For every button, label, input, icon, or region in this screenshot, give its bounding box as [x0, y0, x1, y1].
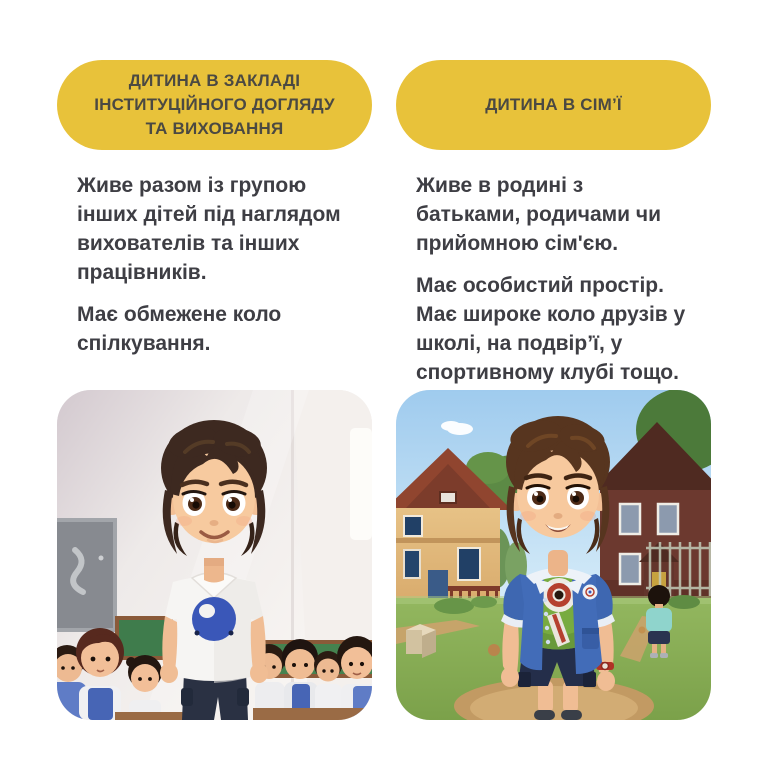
header-line: ІНСТИТУЦІЙНОГО ДОГЛЯДУ [94, 95, 335, 114]
neighborhood-scene [396, 390, 711, 720]
header-pill-institution [57, 60, 372, 150]
paragraph [77, 300, 372, 358]
text-line: інших дітей під наглядом [77, 203, 341, 226]
header-line: ДИТИНА В ЗАКЛАДІ [128, 71, 301, 90]
classroom-illustration [57, 390, 372, 720]
text-line: Має обмежене коло [77, 303, 282, 326]
classroom-scene [57, 390, 372, 720]
header-pill-family [396, 60, 711, 150]
family-description [396, 150, 711, 390]
text-line: працівників. [77, 261, 207, 284]
neighborhood-illustration [396, 390, 711, 720]
text-line: батьками, родичами чи [416, 203, 662, 226]
paragraph [416, 171, 711, 258]
text-line: школі, на подвір’ї, у [416, 332, 623, 355]
header-line: ДИТИНА В СІМ’Ї [485, 95, 622, 114]
paragraph [416, 271, 711, 387]
wall-board [57, 520, 115, 630]
text-line: Має широке коло друзів у [416, 303, 686, 326]
text-line: вихователів та інших [77, 232, 300, 255]
text-line: Живе разом із групою [77, 174, 307, 197]
text-line: прийомною сім'єю. [416, 232, 619, 255]
header-line: ТА ВИХОВАННЯ [145, 119, 284, 138]
text-line: Живе в родині з [416, 174, 584, 197]
column-family [396, 60, 711, 768]
institution-description [57, 150, 372, 390]
text-line: спортивному клубі тощо. [416, 361, 679, 384]
text-line: Має особистий простір. [416, 274, 664, 297]
column-institution [57, 60, 372, 768]
paragraph [77, 171, 372, 287]
text-line: спілкування. [77, 332, 211, 355]
